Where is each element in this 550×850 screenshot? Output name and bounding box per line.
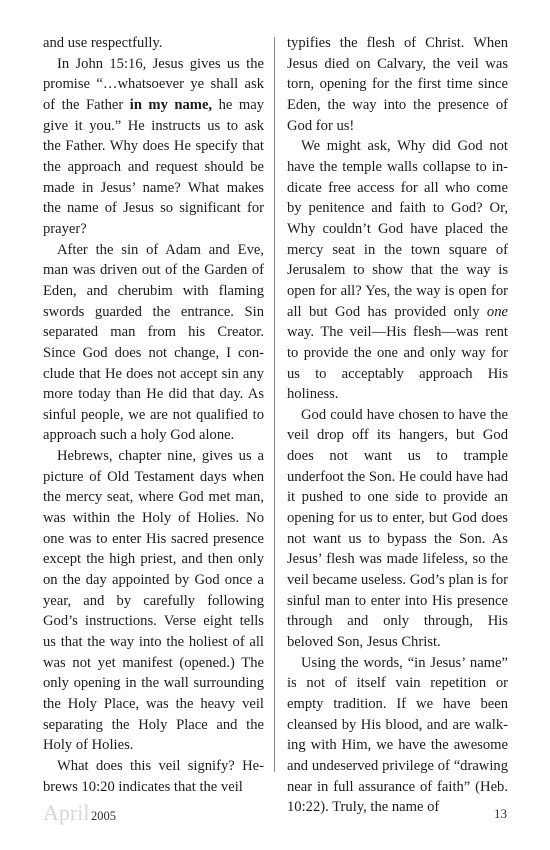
paragraph-continued: and use respectfully. (43, 35, 163, 51)
paragraph-god-could-have: God could have chosen to have the veil drop off its hangers, but God does not want us to trample underfoot the Son. He could have had it pushed to one side to provide an opening for us to enter, but God does not want us to bypass the Son. As Jesus’ flesh was made lifeless, so the veil became useless. God’s plan is for sinful man to enter into His presence through and only through, His beloved Son, Jesus Christ. (287, 406, 508, 651)
bold-phrase: in my name, (129, 96, 213, 113)
paragraph-we-might-ask (287, 136, 508, 405)
footer-month: April (43, 800, 90, 825)
left-column (43, 33, 264, 797)
column-divider (274, 37, 275, 772)
paragraph-continued: typifies the flesh of Christ. When Jesus died on Calvary, the veil was torn, opening for the first time since Eden, the way into the presence of God for us! (287, 35, 508, 134)
page-number: 13 (494, 806, 507, 821)
paragraph-text: In John 15:16, Jesus gives us the promise “…whatsoever ye shall ask of the Father (43, 55, 264, 113)
paragraph-text: he may give it you.” He instructs us to ask the Father. Why does He specify that the approach and request should be made in Jesus’ name? What makes the name of Jesus so significant for prayer? (43, 96, 264, 237)
paragraph-hebrews-nine: Hebrews, chapter nine, gives us a picture of Old Testament days when the mercy seat, where God met man, was within the Holy of Holies. No one was to enter His sacred presence except the high priest, and then only on the day appointed by God once a year, and by carefully following God’s instructions. Verse eight tells us that the way into the holiest of all was not yet manifest (opened.) The only opening in the wall surrounding the Holy Place, was the heavy veil separating the Holy Place and the Holy of Holies. (43, 448, 264, 754)
footer-year: 2005 (91, 809, 116, 823)
paragraph-text: We might ask, Why did God not have the temple walls collapse to indicate free access for all who come by penitence and faith to God? Or, Why couldn’t God have placed the mercy seat in the town square of Jerusalem to show that the way is open for all? Yes, the way is open for all but God has provided only (287, 138, 508, 320)
paragraph-in-jesus-name: Using the words, “in Jesus’ name” is not of itself vain repetition or empty tradition. If we have been cleansed by His blood, and are walking with Him, we have the awesome and undeserved privilege of “drawing near in full assurance of faith” (Heb. 10:22). Truly, the name of (287, 654, 508, 816)
paragraph-john-15-16 (43, 54, 264, 240)
paragraph-adam-and-eve: After the sin of Adam and Eve, man was driven out of the Garden of Eden, and cherubim with flaming swords guarded the entrance. Sin separated man from his Creator. Since God does not change, I conclude that He does not accept sin any more today than He did that day. As sinful people, we are not qualified to approach such a holy God alone. (43, 241, 264, 444)
italic-word: one (486, 303, 508, 320)
paragraph-text: way. The veil—His flesh—was rent to provide the one and only way for us to acceptably approach His holiness. (287, 324, 508, 403)
paragraph-veil-question: What does this veil signify? Hebrews 10:20 indicates that the veil (43, 757, 264, 795)
right-column (287, 33, 508, 818)
